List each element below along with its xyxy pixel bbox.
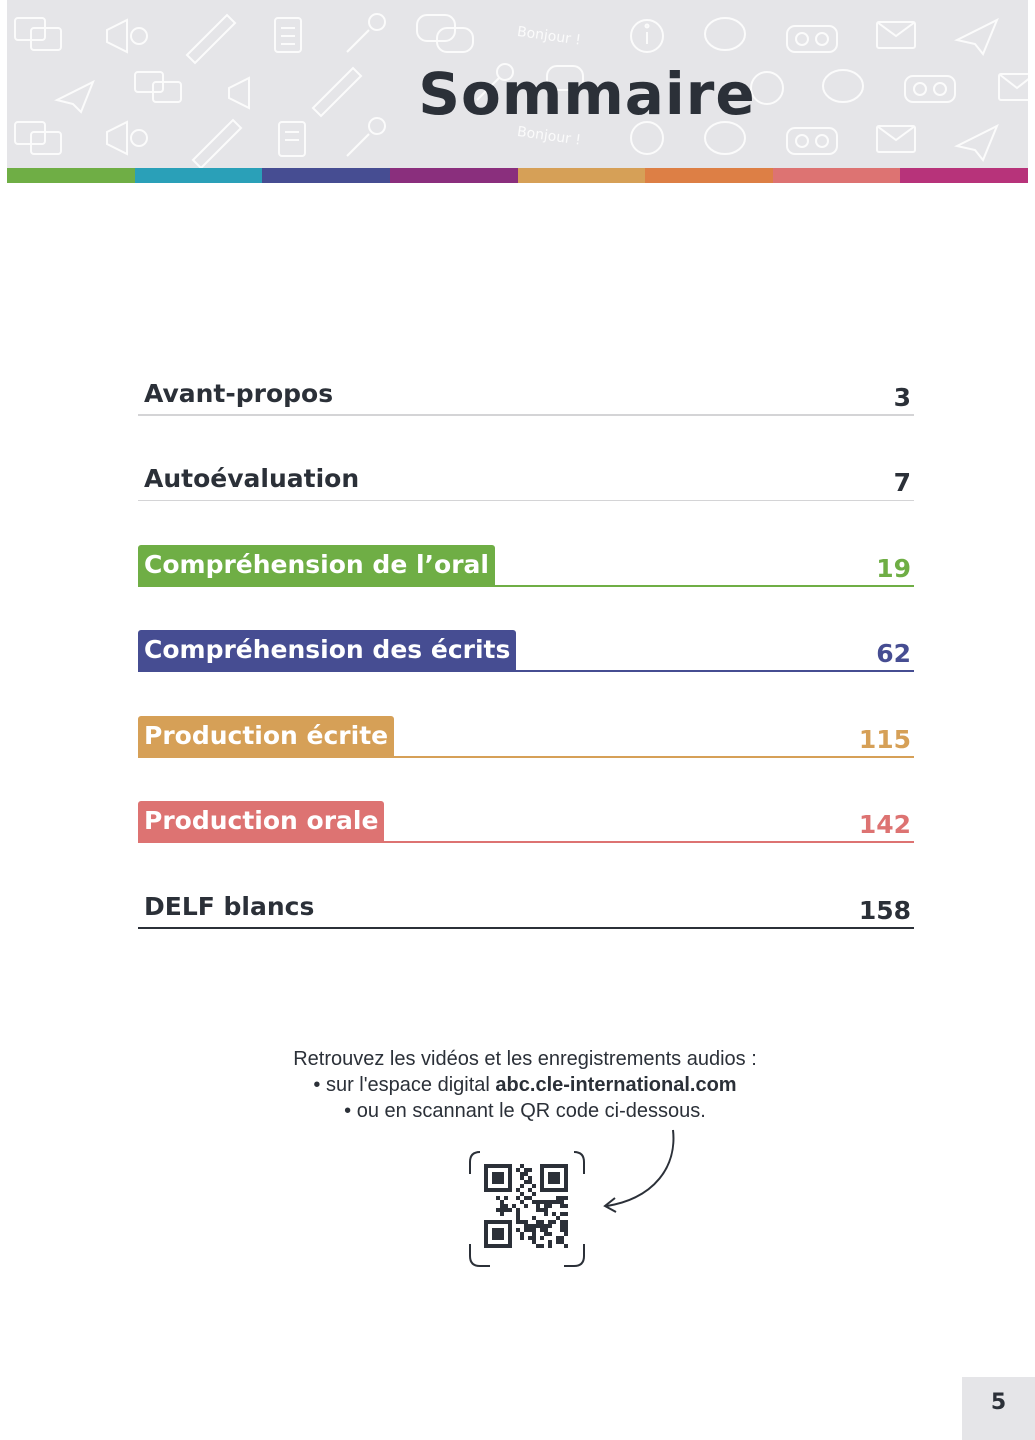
footer-line-2 — [0, 1072, 1035, 1098]
stripe-segment — [390, 168, 518, 183]
chat-bubbles-icon — [15, 18, 61, 50]
stripe-segment — [900, 168, 1028, 183]
stripe-segment — [7, 168, 135, 183]
svg-text:Bonjour !: Bonjour ! — [516, 123, 582, 149]
pencil-icon — [187, 15, 235, 63]
stripe-segment — [773, 168, 901, 183]
header-banner — [7, 0, 1028, 168]
toc-entry-page: 19 — [876, 553, 911, 583]
stripe-segment — [518, 168, 646, 183]
toc-entry-label: Autoévaluation — [144, 464, 360, 493]
toc-entry-page: 115 — [858, 724, 911, 754]
toc-entry-page: 3 — [893, 382, 911, 412]
toc-entry-label: Production écrite — [138, 716, 394, 758]
table-of-contents — [138, 330, 914, 929]
footer-line-3: • ou en scannant le QR code ci-dessous. — [344, 1100, 706, 1122]
page-title: Sommaire — [418, 60, 756, 128]
toc-entry-page: 62 — [876, 639, 911, 668]
toc-entry[interactable] — [138, 672, 914, 758]
speech-bubble-icon-2 — [705, 18, 745, 50]
toc-entry-label: Production orale — [138, 801, 384, 843]
arrow-icon — [595, 1126, 685, 1216]
speech-bubble-icon — [417, 15, 473, 52]
toc-entry[interactable] — [138, 843, 914, 929]
toc-entry-label: Compréhension de l’oral — [138, 545, 495, 587]
paper-plane-icon — [957, 20, 997, 54]
radio-icon — [787, 26, 837, 52]
toc-entry[interactable] — [138, 501, 914, 587]
stripe-segment — [135, 168, 263, 183]
stripe-segment — [262, 168, 390, 183]
toc-entry[interactable] — [138, 330, 914, 416]
stripe-segment — [645, 168, 773, 183]
toc-entry-page: 158 — [858, 895, 911, 925]
toc-entry-label: Compréhension des écrits — [138, 630, 516, 672]
toc-entry-label: DELF blancs — [144, 891, 315, 921]
document-icon — [275, 18, 301, 52]
toc-entry-page: 142 — [858, 810, 911, 839]
toc-entry[interactable] — [138, 587, 914, 673]
envelope-icon — [877, 22, 915, 48]
qr-code-icon[interactable] — [468, 1150, 586, 1268]
page-number: 5 — [962, 1377, 1035, 1440]
color-stripe — [7, 168, 1028, 183]
megaphone-icon — [107, 20, 147, 52]
toc-entry[interactable] — [138, 416, 914, 502]
toc-entry[interactable] — [138, 758, 914, 844]
toc-entry-label: Avant-propos — [144, 378, 334, 408]
svg-text:Bonjour !: Bonjour ! — [516, 23, 582, 49]
footer-info — [0, 1046, 1035, 1124]
digital-space-link[interactable]: abc.cle-international.com — [495, 1074, 737, 1096]
footer-line-2-prefix: • sur l'espace digital — [313, 1074, 496, 1096]
info-icon — [631, 20, 663, 52]
footer-line-1: Retrouvez les vidéos et les enregistrements audios : — [293, 1048, 757, 1070]
toc-entry-page: 7 — [893, 468, 911, 497]
microphone-icon — [347, 14, 385, 52]
